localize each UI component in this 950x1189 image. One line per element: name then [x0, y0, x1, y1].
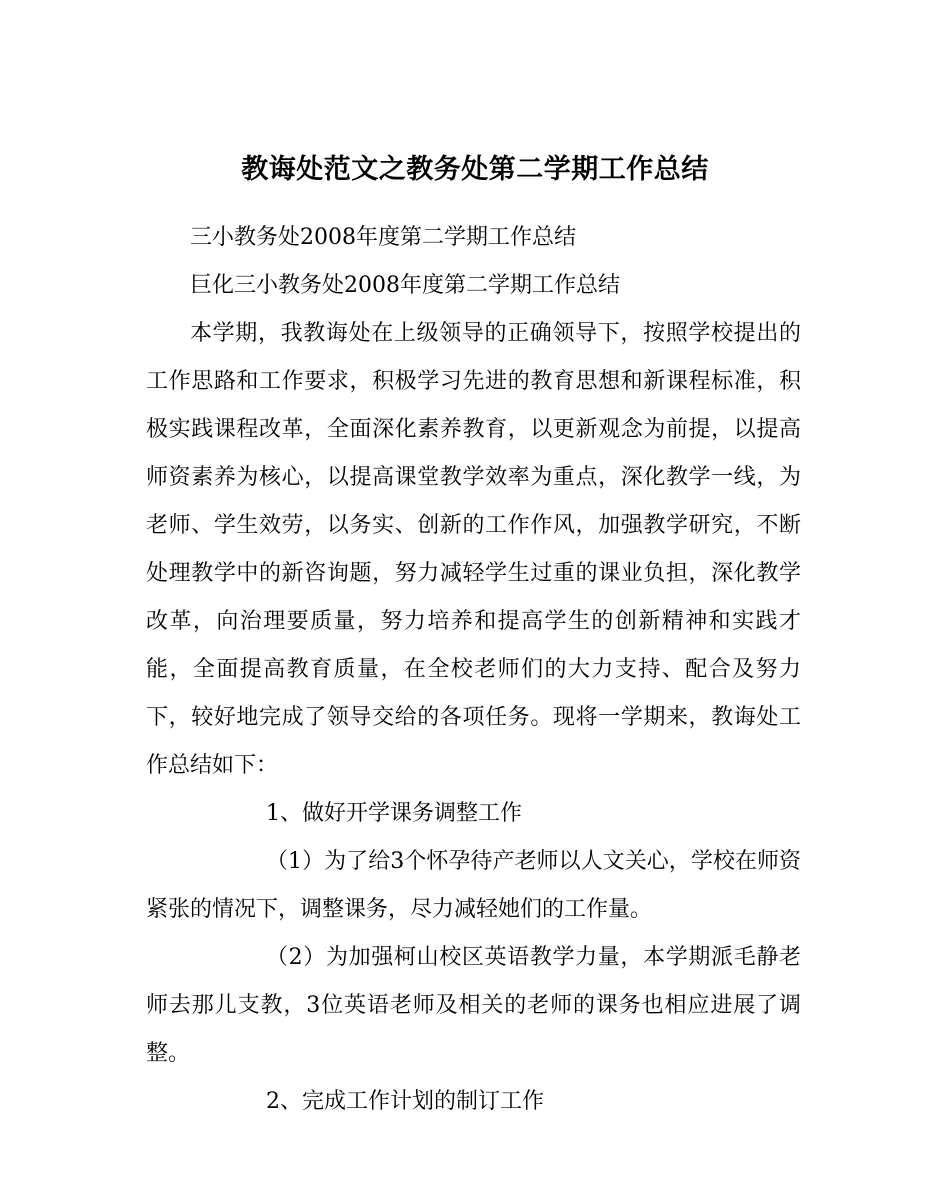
document-body — [146, 214, 801, 1126]
document-title: 教诲处范文之教务处第二学期工作总结 — [241, 154, 709, 186]
section-heading-2: 2、完成工作计划的制订工作 — [266, 1089, 544, 1114]
section-heading-1: 1、做好开学课务调整工作 — [266, 801, 522, 826]
paragraph-item-2: （2）为加强柯山校区英语教学力量，本学期派毛静老师去那儿支教，3位英语老师及相关的老师的课务也相应进展了调整。 — [146, 945, 801, 1066]
paragraph-full-subtitle: 巨化三小教务处2008年度第二学期工作总结 — [190, 273, 620, 298]
paragraph-intro: 本学期，我教诲处在上级领导的正确领导下，按照学校提出的工作思路和工作要求，积极学习先进的教育思想和新课程标准，积极实践课程改革，全面深化素养教育，以更新观念为前提，以提高师资素养为核心，以提高课堂教学效率为重点，深化教学一线，为老师、学生效劳，以务实、创新的工作作风，加强教学研究，不断处理教学中的新咨询题，努力减轻学生过重的课业负担，深化教学改革，向治理要质量，努力培养和提高学生的创新精神和实践才能，全面提高教育质量，在全校老师们的大力支持、配合及努力下，较好地完成了领导交给的各项任务。现将一学期来，教诲处工作总结如下： — [146, 321, 801, 778]
paragraph-item-1: （1）为了给3个怀孕待产老师以人文关心，学校在师资紧张的情况下，调整课务，尽力减轻她们的工作量。 — [146, 849, 801, 922]
paragraph-subtitle: 三小教务处2008年度第二学期工作总结 — [190, 225, 576, 250]
